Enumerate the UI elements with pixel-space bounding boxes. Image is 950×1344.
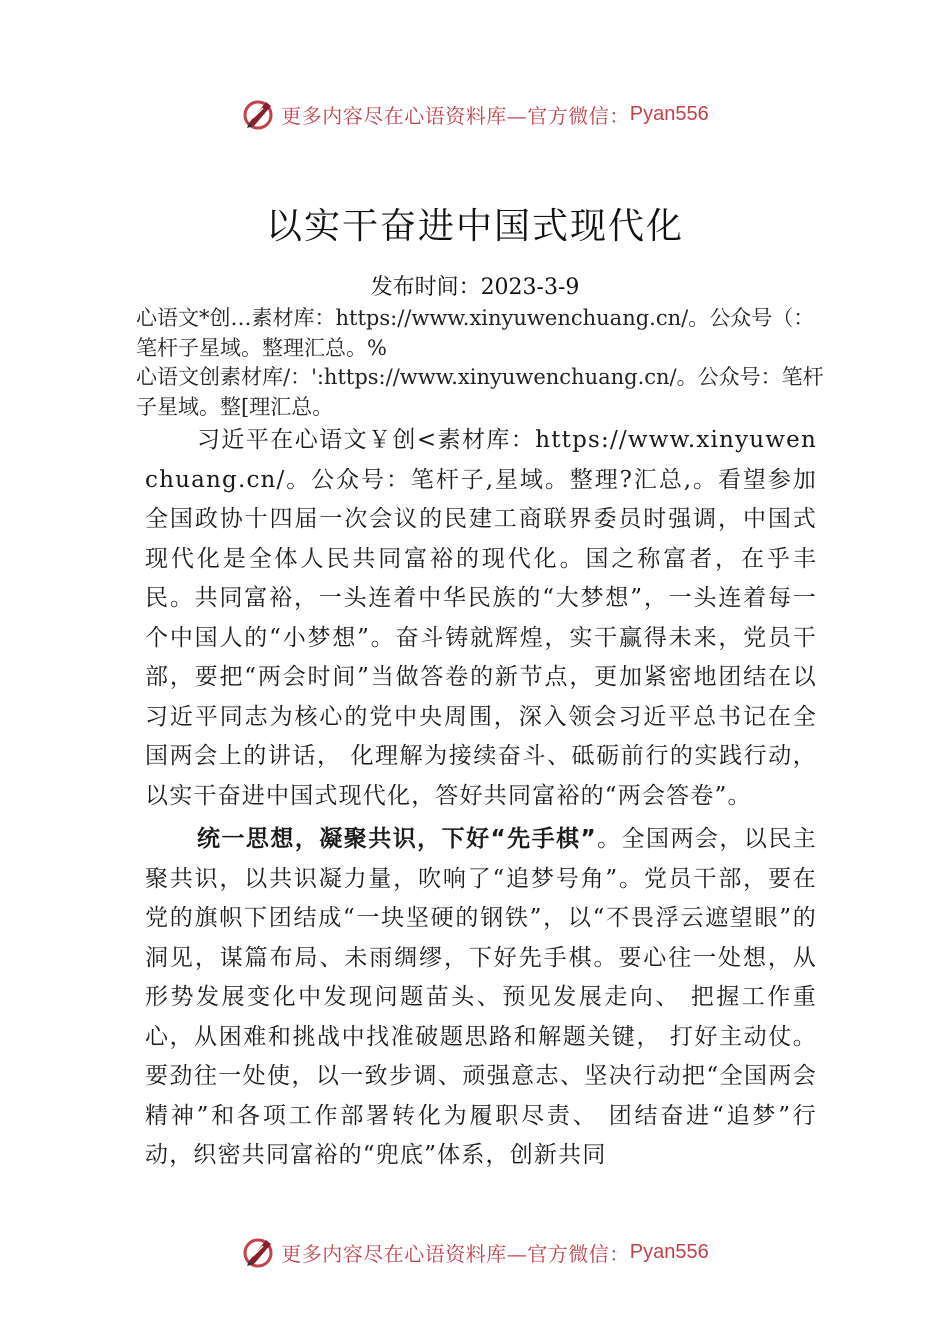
pen-logo-icon — [241, 96, 277, 132]
source-notes — [136, 304, 826, 422]
source-note: 心语文创素材库/：':https://www.xinyuwenchuang.cn/。公众号：笔杆子星域。整[理汇总。 — [136, 365, 824, 419]
footer-watermark-banner — [0, 1230, 950, 1274]
footer-banner-text: 更多内容尽在心语资料库—官方微信： — [281, 1241, 630, 1266]
footer-banner-wechat-id: Pyan556 — [629, 1240, 709, 1263]
paragraph-text: 。全国两会，以民主聚共识，以共识凝力量，吹响了“追梦号角”。党员干部，要在党的旗帜下团结成“一块坚硬的钢铁”，以“不畏浮云遮望眼”的洞见，谋篇布局、未雨绸缪，下好先手棋。要心往一处想，从形势发展变化中发现问题苗头、预见发展走向、 把握工作重心，从困难和挑战中找准破题思路和解题关键， 打好主动仗。要劲往一处使，以一致步调、顽强意志、坚决行动把“全国两会精神”和各项工作部署转化为履职尽责、 团结奋进“追梦”行动，织密共同富裕的“兜底”体系，创新共同 — [145, 826, 817, 1168]
body-paragraph — [145, 820, 817, 1176]
header-banner-text: 更多内容尽在心语资料库—官方微信： — [281, 103, 630, 128]
article-title: 以实干奋进中国式现代化 — [265, 206, 684, 247]
header-banner-wechat-id: Pyan556 — [629, 102, 709, 125]
pen-logo-icon — [241, 1234, 277, 1270]
paragraph-lead-heading: 统一思想，凝聚共识，下好“先手棋” — [197, 826, 597, 852]
source-note: 心语文*创…素材库：https://www.xinyuwenchuang.cn/。公众号（：笔杆子星域。整理汇总。% — [136, 306, 815, 360]
publish-date: 发布时间：2023-3-9 — [370, 275, 580, 300]
article-body — [145, 421, 817, 1176]
body-paragraph: 习近平在心语文￥创<素材库：https://www.xinyuwenchuang.cn/。公众号：笔杆子,星域。整理?汇总,。看望参加全国政协十四届一次会议的民建工商联界委员时强调，中国式现代化是全体人民共同富裕的现代化。国之称富者，在乎丰民。共同富裕，一头连着中华民族的“大梦想”，一头连着每一个中国人的“小梦想”。奋斗铸就辉煌，实干赢得未来，党员干部，要把“两会时间”当做答卷的新节点，更加紧密地团结在以习近平同志为核心的党中央周围，深入领会习近平总书记在全国两会上的讲话， 化理解为接续奋斗、砥砺前行的实践行动，以实干奋进中国式现代化，答好共同富裕的“两会答卷”。 — [145, 427, 817, 809]
header-watermark-banner — [0, 92, 950, 136]
